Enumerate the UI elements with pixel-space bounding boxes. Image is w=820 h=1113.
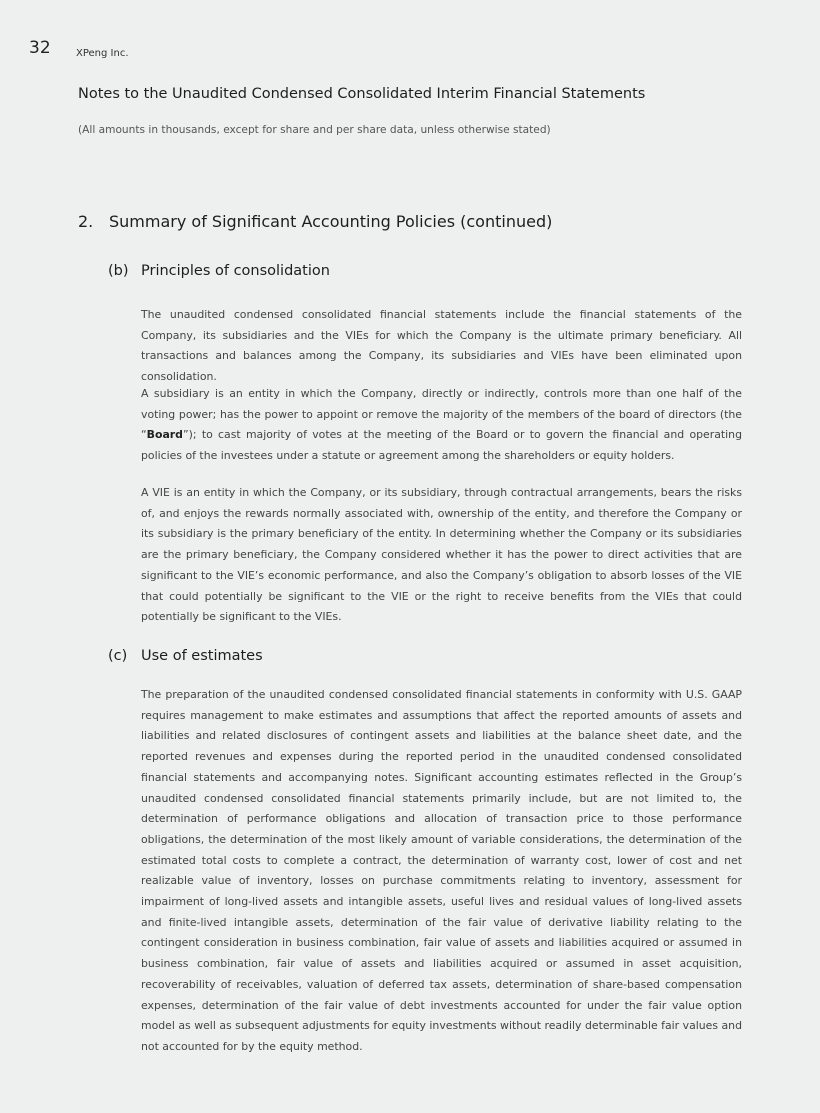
consolidation-paragraph-2 (141, 384, 742, 467)
estimates-paragraph: The preparation of the unaudited condensed consolidated financial statements in conformity with U.S. GAAP requires management to make estimates and assumptions that affect the reported amounts of assets and liabilities and related disclosures of contingent assets and liabilities at the balance sheet date, and the reported revenues and expenses during the reported period in the unaudited condensed consolidated financial statements and accompanying notes. Significant accounting estimates reflected in the Group’s unaudited condensed consolidated financial statements primarily include, but are not limited to, the determination of performance obligations and allocation of transaction price to those performance obligations, the determination of the most likely amount of variable considerations, the determination of the estimated total costs to complete a contract, the determination of warranty cost, lower of cost and net realizable value of inventory, losses on purchase commitments relating to inventory, assessment for impairment of long-lived assets and intangible assets, useful lives and residual values of long-lived assets and finite-lived intangible assets, determination of the fair value of derivative liability relating to the contingent consideration in business combination, fair value of assets and liabilities acquired or assumed in business combination, fair value of assets and liabilities acquired or assumed in asset acquisition, recoverability of receivables, valuation of deferred tax assets, determination of share-based compensation expenses, determination of the fair value of debt investments accounted for under the fair value option model as well as subsequent adjustments for equity investments without readily determinable fair values and not accounted for by the equity method. (141, 688, 742, 1053)
document-title: Notes to the Unaudited Condensed Consolidated Interim Financial Statements (78, 86, 646, 102)
consolidation-paragraph-3: A VIE is an entity in which the Company, or its subsidiary, through contractual arrangements, bears the risks of, and enjoys the rewards normally associated with, ownership of the entity, and therefore the Company or its subsidiary is the primary beneficiary of the entity. In determining whether the Company or its subsidiaries are the primary beneficiary, the Company considered whether it has the power to direct activities that are significant to the VIE’s economic performance, and also the Company’s obligation to absorb losses of the VIE that could potentially be significant to the VIE or the right to receive benefits from the VIEs that could potentially be significant to the VIEs. (141, 486, 742, 624)
page-number: 32 (29, 38, 51, 58)
subsection-c-letter: (c) (108, 648, 128, 664)
document-subtitle: (All amounts in thousands, except for share and per share data, unless otherwise stated) (78, 124, 551, 136)
consolidation-paragraph-1: The unaudited condensed consolidated financial statements include the financial statements of the Company, its subsidiaries and the VIEs for which the Company is the ultimate primary beneficiary. All transactions and balances among the Company, its subsidiaries and VIEs have been eliminated upon consolidation. (141, 308, 742, 384)
paragraph-2-text-after: ”); to cast majority of votes at the meeting of the Board or to govern the financial and operating policies of the investees under a statute or agreement among the shareholders or equity holders. (141, 428, 742, 463)
subsection-c-heading (108, 648, 263, 664)
company-name: XPeng Inc. (76, 48, 129, 59)
section-number: 2. (78, 212, 94, 231)
subsection-b-letter: (b) (108, 263, 129, 279)
board-defined-term: Board (146, 428, 183, 442)
subsection-b-title: Principles of consolidation (141, 263, 330, 279)
subsection-c-title: Use of estimates (141, 648, 263, 664)
section-heading (78, 212, 552, 231)
paragraph-2-text-before: A subsidiary is an entity in which the Company, directly or indirectly, controls more than one half of the voting power; has the power to appoint or remove the majority of the members of the board of directors (the “ (141, 387, 742, 442)
subsection-b-heading (108, 263, 330, 279)
section-title: Summary of Significant Accounting Policies (continued) (109, 212, 553, 231)
